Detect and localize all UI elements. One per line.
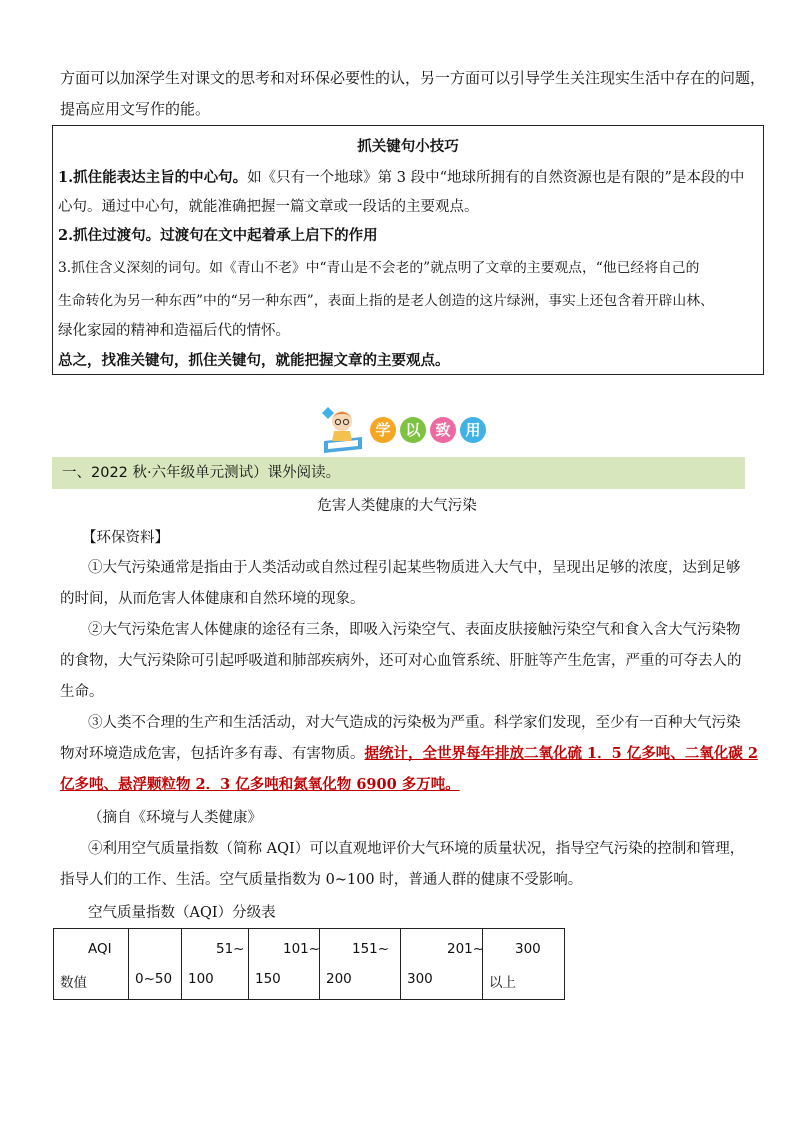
para-4-line-2: 指导人们的工作、生活。空气质量指数为 0~100 时，普通人群的健康不受影响。: [60, 872, 583, 888]
para-3-line-3-highlight: 亿多吨、悬浮颗粒物 2．3 亿多吨和氮氧化物 6900 多万吨。: [60, 776, 460, 793]
para-3-line-2: [60, 744, 758, 764]
section-heading: 一、2022 秋·六年级单元测试）课外阅读。: [52, 457, 745, 489]
tip-1-body: 如《只有一个地球》第 3 段中“地球所拥有的自然资源也是有限的”是本段的中: [247, 170, 745, 186]
cell-bottom-text: 0~50: [135, 971, 173, 987]
banner-char-1: 学: [370, 417, 396, 443]
tip-3-line-3: 绿化家园的精神和造福后代的情怀。: [58, 323, 290, 339]
tips-title: 抓关键句小技巧: [357, 138, 459, 155]
cell-bottom-text: 150: [255, 971, 281, 987]
para-2-line-1: ②大气污染危害人体健康的途径有三条，即吸入污染空气、表面皮肤接触污染空气和食入含大气污染物: [88, 622, 741, 638]
aqi-grade-table: [53, 928, 565, 1000]
cell-top-text: 151~: [352, 941, 390, 957]
cell-top-text: 101~: [283, 941, 321, 957]
tip-1-line-1: [58, 168, 744, 188]
table-header-cell: [54, 929, 129, 1000]
table-cell: [320, 929, 401, 1000]
cell-bottom-text: 以上: [489, 975, 516, 991]
header-value: 数值: [60, 975, 87, 991]
table-cell: [401, 929, 483, 1000]
para-4-line-1: ④利用空气质量指数（简称 AQI）可以直观地评价大气环境的质量状况，指导空气污染的控制和管理，: [88, 841, 745, 857]
tip-1-line-2: 心句。通过中心句，就能准确把握一篇文章或一段话的主要观点。: [58, 199, 479, 215]
header-aqi: AQI: [88, 941, 112, 957]
cell-bottom-text: 200: [326, 971, 352, 987]
tips-box: [52, 125, 764, 375]
student-reading-icon: [318, 403, 368, 455]
banner-char-3: 致: [430, 417, 456, 443]
intro-line-1: 方面可以加深学生对课文的思考和对环保必要性的认，另一方面可以引导学生关注现实生活中存在的问题，: [60, 69, 766, 87]
tip-2: 2.抓住过渡句。过渡句在文中起着承上启下的作用: [58, 227, 378, 244]
article-source: （摘自《环境与人类健康》: [88, 810, 262, 826]
tip-3-line-1: 3.抓住含义深刻的词句。如《青山不老》中“青山是不会老的”就点明了文章的主要观点，“他已经将自己的: [58, 260, 700, 276]
para-3-line-1: ③人类不合理的生产和生活活动，对大气造成的污染极为严重。科学家们发现，至少有一百种大气污染: [88, 715, 741, 731]
para-1-line-2: 的时间，从而危害人体健康和自然环境的现象。: [60, 591, 365, 607]
para-1-line-1: ①大气污染通常是指由于人类活动或自然过程引起某些物质进入大气中，呈现出足够的浓度，达到足够: [88, 560, 741, 576]
banner-char-2: 以: [400, 417, 426, 443]
article-tag: 【环保资料】: [82, 530, 169, 546]
tips-summary: 总之，找准关键句，抓住关键句，就能把握文章的主要观点。: [58, 352, 450, 369]
para-2-line-3: 生命。: [60, 684, 104, 700]
table-cell: [182, 929, 249, 1000]
cell-top-text: 300: [515, 941, 541, 957]
banner-apply-learning: [318, 403, 498, 455]
article-title: 危害人类健康的大气污染: [317, 498, 477, 514]
banner-char-4: 用: [460, 417, 486, 443]
para-2-line-2: 的食物，大气污染除可引起呼吸道和肺部疾病外，还可对心血管系统、肝脏等产生危害，严重的可夺去人的: [60, 653, 742, 669]
table-caption: 空气质量指数（AQI）分级表: [88, 905, 276, 921]
table-row: [54, 929, 565, 1000]
tip-3-line-2: 生命转化为另一种东西”中的“另一种东西”，表面上指的是老人创造的这片绿洲，事实上还包含着开辟山林、: [58, 293, 714, 309]
table-cell: [483, 929, 565, 1000]
tip-1-heading: 1.抓住能表达主旨的中心句。: [58, 169, 248, 186]
cell-bottom-text: 100: [188, 971, 214, 987]
intro-line-2: 提高应用文写作的能。: [60, 100, 211, 118]
cell-bottom-text: 300: [407, 971, 433, 987]
cell-top-text: 51~: [216, 941, 245, 957]
para-3-plain: 物对环境造成危害，包括许多有毒、有害物质。: [60, 746, 365, 762]
table-cell: [249, 929, 320, 1000]
para-3-statistic-highlight: 据统计，全世界每年排放二氧化硫 1．5 亿多吨、二氧化碳 2: [364, 745, 758, 762]
table-cell: [129, 929, 182, 1000]
cell-top-text: 201~: [447, 941, 485, 957]
